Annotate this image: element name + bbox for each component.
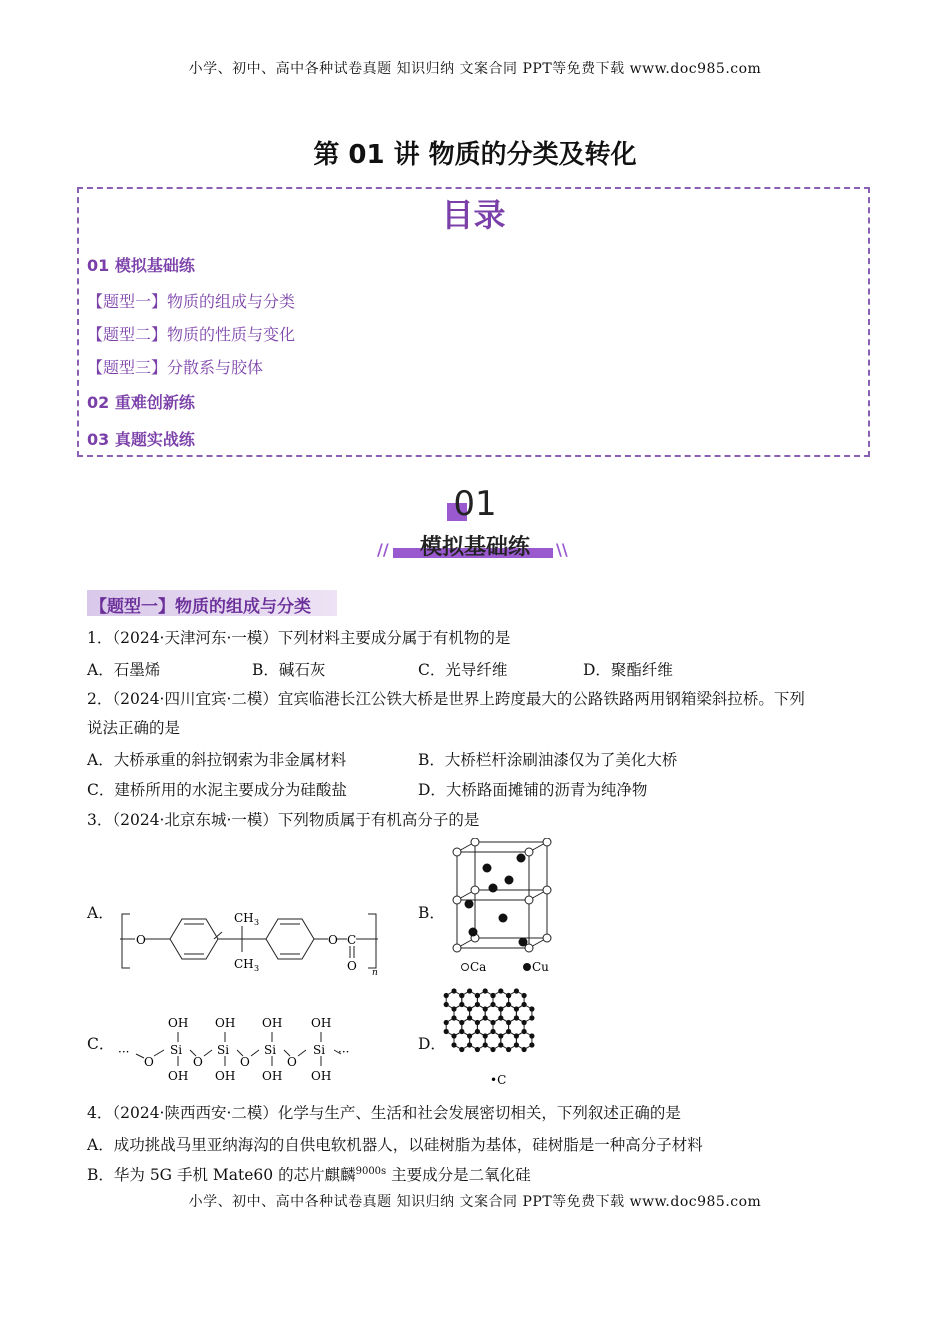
- carbon-atom: [459, 1047, 464, 1052]
- graphene-lattice-figure: [440, 988, 560, 1088]
- hydroxyl-bottom-3: OH: [262, 1069, 283, 1083]
- carbon-atom: [506, 1020, 511, 1025]
- section-number: 01: [453, 484, 497, 524]
- carbon-atom: [490, 1029, 495, 1034]
- carbon-atom: [514, 988, 519, 993]
- question-1-option-d: D．聚酯纤维: [583, 661, 673, 679]
- carbon-atom: [522, 993, 527, 998]
- hexagon-ring: [501, 1032, 517, 1050]
- carbon-atom: [467, 1015, 472, 1020]
- question-4-option-b: [87, 1163, 531, 1185]
- hydroxyl-top-2: OH: [215, 1016, 236, 1030]
- oxygen-bridge-4: O: [287, 1055, 297, 1069]
- carbon-atom: [514, 1015, 519, 1020]
- carbon-atom: [451, 1006, 456, 1011]
- methyl-subscript-bottom: 3: [254, 964, 260, 973]
- carbon-atom: [475, 1020, 480, 1025]
- carbon-atom: [498, 988, 503, 993]
- carbon-atom: [444, 1002, 449, 1007]
- ca-legend-label: Ca: [470, 960, 487, 974]
- carbon-atom: [506, 1029, 511, 1034]
- carbon-atom: [522, 1002, 527, 1007]
- carbon-atom: [506, 993, 511, 998]
- carbon-atom: [522, 1047, 527, 1052]
- carbon-atom: [529, 1042, 534, 1047]
- question-3-option-b-letter: B．: [418, 904, 445, 922]
- carbon-atom: [451, 988, 456, 993]
- silicon-atom-4: Si: [313, 1043, 326, 1057]
- question-3-option-c-letter: C．: [87, 1035, 115, 1053]
- question-1-option-c: C．光导纤维: [418, 661, 508, 679]
- toc-item-type-3[interactable]: 【题型三】分散系与胶体: [87, 358, 264, 377]
- type-label: 【题型一】物质的组成与分类: [90, 597, 311, 617]
- carbon-atom: [444, 993, 449, 998]
- carbonyl-oxygen-label: O: [347, 959, 357, 973]
- carbonyl-carbon-label: C: [347, 933, 357, 947]
- carbon-atom: [529, 1033, 534, 1038]
- chain-end-dots: ···: [338, 1045, 350, 1059]
- carbon-atom: [506, 1047, 511, 1052]
- toc-heading: 目录: [441, 196, 506, 234]
- carbon-atom: [483, 988, 488, 993]
- page-footer: 小学、初中、高中各种试卷真题 知识归纳 文案合同 PPT等免费下载 www.doc985.com: [188, 1194, 762, 1210]
- carbon-atom: [498, 1042, 503, 1047]
- hexagon-ring: [485, 1032, 501, 1050]
- question-1-option-b: B．碱石灰: [252, 661, 326, 679]
- carbon-atom: [506, 1002, 511, 1007]
- document-title: 第 01 讲 物质的分类及转化: [313, 140, 637, 170]
- hydroxyl-top-1: OH: [168, 1016, 189, 1030]
- hydroxyl-top-3: OH: [262, 1016, 283, 1030]
- left-slash-decoration: //: [377, 540, 389, 559]
- silicon-atom-1: Si: [170, 1043, 183, 1057]
- chain-start-dots: ···: [118, 1045, 130, 1059]
- carbon-atom: [467, 1033, 472, 1038]
- oxygen-atom-label-2: O: [328, 933, 338, 947]
- question-3-option-d-letter: D．: [418, 1035, 446, 1053]
- hexagonal-lattice: [446, 991, 532, 1050]
- carbon-atom: [498, 1015, 503, 1020]
- carbon-atom: [514, 1033, 519, 1038]
- cu-legend-label: Cu: [532, 960, 549, 974]
- carbon-atom: [490, 1047, 495, 1052]
- right-slash-decoration: \\: [556, 540, 568, 559]
- polycarbonate-structure-figure: [118, 904, 383, 980]
- carbon-atom: [467, 1042, 472, 1047]
- carbon-atom: [483, 1006, 488, 1011]
- question-3-stem: 3．（2024·北京东城·一模）下列物质属于有机高分子的是: [87, 811, 480, 829]
- question-2-stem-line-1: 2．（2024·四川宜宾·二模）宜宾临港长江公铁大桥是世界上跨度最大的公路铁路两用钢箱梁斜拉桥。下列: [87, 690, 805, 708]
- carbon-legend-label: •C: [490, 1073, 507, 1087]
- carbon-atom: [490, 993, 495, 998]
- hydroxyl-bottom-4: OH: [311, 1069, 332, 1083]
- carbon-atom: [467, 988, 472, 993]
- question-1-option-a: A．石墨烯: [87, 661, 161, 679]
- methyl-subscript-top: 3: [254, 918, 260, 927]
- hydroxyl-top-4: OH: [311, 1016, 332, 1030]
- carbon-atom: [483, 1042, 488, 1047]
- hexagon-ring: [454, 1032, 470, 1050]
- silicic-acid-chain-figure: [116, 1012, 360, 1088]
- oxygen-bridge-1: O: [144, 1055, 154, 1069]
- silicon-atom-3: Si: [264, 1043, 277, 1057]
- oxygen-bridge-2: O: [193, 1055, 203, 1069]
- question-2-option-a: A．大桥承重的斜拉钢索为非金属材料: [87, 751, 347, 769]
- question-1-stem: 1．（2024·天津河东·一模）下列材料主要成分属于有机物的是: [87, 629, 511, 647]
- question-4-stem: 4．（2024·陕西西安·二模）化学与生产、生活和社会发展密切相关，下列叙述正确的是: [87, 1104, 681, 1122]
- toc-item-real-exam[interactable]: 03 真题实战练: [87, 430, 195, 449]
- page-header: 小学、初中、高中各种试卷真题 知识归纳 文案合同 PPT等免费下载 www.doc985.com: [188, 61, 762, 77]
- question-2-stem-line-2: 说法正确的是: [87, 719, 181, 737]
- question-4-option-b-superscript: 9000s: [355, 1165, 387, 1177]
- toc-item-difficult-innovation[interactable]: 02 重难创新练: [87, 393, 195, 412]
- carbon-atom: [475, 1002, 480, 1007]
- carbon-atom: [498, 1033, 503, 1038]
- hydroxyl-bottom-1: OH: [168, 1069, 189, 1083]
- carbon-atom: [451, 1015, 456, 1020]
- carbon-atom: [514, 1006, 519, 1011]
- toc-item-type-1[interactable]: 【题型一】物质的组成与分类: [87, 292, 296, 311]
- question-2-option-b: B．大桥栏杆涂刷油漆仅为了美化大桥: [418, 751, 678, 769]
- carbon-atom: [475, 1047, 480, 1052]
- repeat-unit-n-label: n: [372, 968, 378, 978]
- carbon-atom: [483, 1033, 488, 1038]
- oxygen-bridge-3: O: [240, 1055, 250, 1069]
- hexagon-ring: [470, 1032, 486, 1050]
- carbon-atom: [467, 1006, 472, 1011]
- carbon-atom: [522, 1029, 527, 1034]
- oxygen-atom-label: O: [136, 933, 146, 947]
- toc-item-type-2[interactable]: 【题型二】物质的性质与变化: [87, 325, 296, 344]
- carbon-atom: [529, 1006, 534, 1011]
- question-4-option-a: A．成功挑战马里亚纳海沟的自供电软机器人，以硅树脂为基体，硅树脂是一种高分子材料: [87, 1136, 703, 1154]
- carbon-atom: [490, 1002, 495, 1007]
- question-2-option-d: D．大桥路面摊铺的沥青为纯净物: [418, 781, 648, 799]
- question-3-option-a-letter: A．: [87, 904, 114, 922]
- carbon-atom: [522, 1020, 527, 1025]
- carbon-atom: [459, 1002, 464, 1007]
- hexagon-ring: [516, 1032, 532, 1050]
- carbon-atom: [444, 1029, 449, 1034]
- carbon-atom: [451, 1033, 456, 1038]
- toc-item-simulation-basics[interactable]: 01 模拟基础练: [87, 256, 195, 275]
- section-label: 模拟基础练: [419, 535, 530, 560]
- carbon-atom: [483, 1015, 488, 1020]
- hydroxyl-bottom-2: OH: [215, 1069, 236, 1083]
- carbon-atom: [459, 1020, 464, 1025]
- methyl-label-top: CH: [234, 911, 254, 925]
- carbon-atom: [451, 1042, 456, 1047]
- question-2-option-c: C．建桥所用的水泥主要成分为硅酸盐: [87, 781, 347, 799]
- carbon-atom: [529, 1015, 534, 1020]
- carbon-atom: [444, 1020, 449, 1025]
- ca-cu-crystal-cell-figure: [445, 838, 565, 978]
- question-4-option-b-text-end: 主要成分是二氧化硅: [386, 1166, 531, 1184]
- carbon-atom: [514, 1042, 519, 1047]
- carbon-atom: [459, 993, 464, 998]
- methyl-label-bottom: CH: [234, 957, 254, 971]
- silicon-atom-2: Si: [217, 1043, 230, 1057]
- carbon-atom: [490, 1020, 495, 1025]
- carbon-atom: [475, 1029, 480, 1034]
- carbon-atom: [498, 1006, 503, 1011]
- carbon-atom: [459, 1029, 464, 1034]
- question-4-option-b-text: B．华为 5G 手机 Mate60 的芯片麒麟: [87, 1166, 356, 1184]
- carbon-atom: [475, 993, 480, 998]
